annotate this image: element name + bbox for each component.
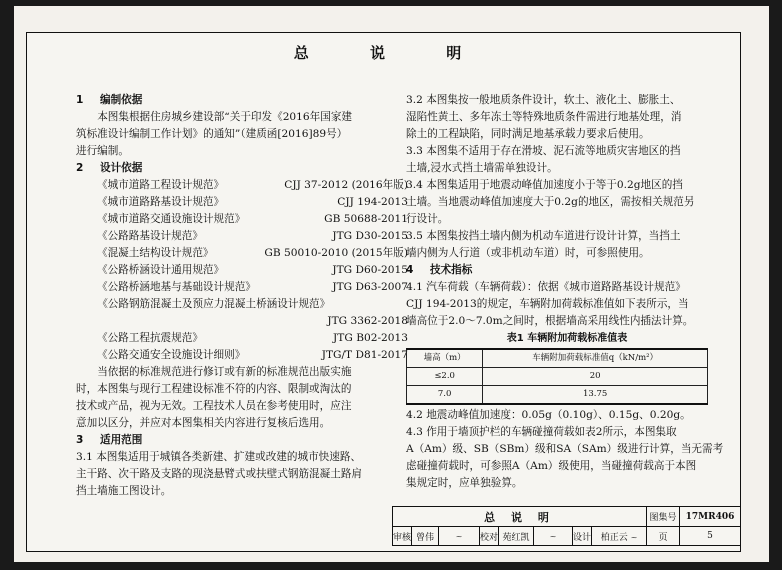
design-label: 设计 bbox=[573, 527, 592, 546]
clause-3-3-line: 3.3 本图集不适用于存在滑坡、泥石流等地质灾害地区的挡 bbox=[406, 145, 681, 157]
section-1-line: 进行编制。 bbox=[76, 145, 129, 157]
reference-item bbox=[76, 262, 408, 279]
reference-item bbox=[76, 347, 408, 364]
clause-4-3-line: A（Am）级、SB（SBm）级和SA（SAm）级进行计算，当无需考 bbox=[406, 443, 724, 455]
page-title: 总 说 明 bbox=[293, 44, 490, 62]
page-number: 5 bbox=[680, 527, 741, 546]
reference-name: 《城市道路路基设计规范》 bbox=[97, 196, 225, 208]
clause-4-3-line: 集规定时，应单独验算。 bbox=[406, 477, 523, 489]
section-1-line: 本图集根据住房城乡建设部“关于印发《2016年国家建 bbox=[97, 111, 353, 123]
title-block-name: 总 说 明 bbox=[393, 507, 647, 527]
table-cell: 13.75 bbox=[483, 386, 708, 405]
table-header: 车辆附加荷载标准值q（kN/m²） bbox=[483, 349, 708, 368]
left-column bbox=[76, 92, 408, 500]
reference-code: JTG B02-2013 bbox=[333, 332, 408, 344]
reference-name: 《公路路基设计规范》 bbox=[97, 230, 203, 242]
checker-name: 苑红凯 bbox=[499, 527, 534, 546]
paragraph-line: 时，本图集与现行工程建设标准不符的内容、限制或淘汰的 bbox=[76, 383, 352, 395]
clause-4-1-line: 墙高位于2.0～7.0m之间时，根据墙高采用线性内插法计算。 bbox=[406, 315, 694, 327]
reference-code: JTG D60-2015 bbox=[332, 264, 408, 276]
clause-4-1-line: CJJ 194-2013的规定，车辆附加荷载标准值如下表所示，当 bbox=[406, 298, 689, 310]
reference-name: 《公路桥涵设计通用规范》 bbox=[97, 264, 225, 276]
reference-name: 《城市道路交通设施设计规范》 bbox=[97, 213, 246, 225]
reference-name: 《公路工程抗震规范》 bbox=[97, 332, 203, 344]
reviewer-name: 曾伟 bbox=[412, 527, 439, 546]
paragraph-line: 意加以区分，并应对本图集相关内容进行复核后选用。 bbox=[76, 417, 331, 429]
paragraph-line: 当依据的标准规范进行修订或有新的标准规范出版实施 bbox=[97, 366, 352, 378]
reference-code: CJJ 194-2013 bbox=[337, 196, 408, 208]
page-label: 页 bbox=[647, 527, 680, 546]
clause-3-4-line: 土墙。当地震动峰值加速度大于0.2g的地区，需按相关规范另 bbox=[406, 196, 695, 208]
right-column bbox=[406, 92, 728, 492]
clause-3-4-line: 3.4 本图集适用于地震动峰值加速度小于等于0.2g地区的挡 bbox=[406, 179, 683, 191]
reference-code: CJJ 37-2012 (2016年版) bbox=[284, 179, 408, 191]
title-block bbox=[392, 506, 741, 546]
reference-item bbox=[76, 330, 408, 347]
reference-name: 《公路桥涵地基与基础设计规范》 bbox=[97, 281, 256, 293]
clause-4-1-line: 4.1 汽车荷载（车辆荷载）：依据《城市道路路基设计规范》 bbox=[406, 281, 686, 293]
table-row bbox=[407, 368, 708, 386]
load-table bbox=[406, 348, 708, 405]
clause-3-2-line: 除土的工程缺陷，同时满足地基承载力要求后使用。 bbox=[406, 128, 650, 140]
clause-4-2: 4.2 地震动峰值加速度：0.05g（0.10g）、0.15g、0.20g。 bbox=[406, 409, 691, 421]
reference-name: 《公路交通安全设施设计细则》 bbox=[97, 349, 246, 361]
section-1-line: 筑标准设计编制工作计划》的通知”（建质函[2016]89号） bbox=[76, 128, 348, 140]
designer-name-and-signature: 柏正云 ~ bbox=[592, 527, 647, 546]
table-cell: 7.0 bbox=[407, 386, 483, 405]
reference-code: JTG 3362-2018 bbox=[327, 315, 408, 327]
reference-name: 《公路钢筋混凝土及预应力混凝土桥涵设计规范》 bbox=[97, 298, 331, 310]
clause-4-3-line: 4.3 作用于墙顶护栏的车辆碰撞荷载如表2所示，本图集取 bbox=[406, 426, 677, 438]
section-2-heading: 2 设计依据 bbox=[76, 162, 143, 174]
review-label: 审核 bbox=[393, 527, 412, 546]
clause-3-2-line: 3.2 本图集按一般地质条件设计，软土、液化土、膨胀土、 bbox=[406, 94, 681, 106]
section-3-heading: 3 适用范围 bbox=[76, 434, 143, 446]
atlas-number: 17MR406 bbox=[680, 507, 741, 527]
section-4-heading: 4 技术指标 bbox=[406, 264, 473, 276]
clause-3-5-line: 墙内侧为人行道（或非机动车道）时，可参照使用。 bbox=[406, 247, 650, 259]
section-3-line: 主干路、次干路及支路的现浇悬臂式或扶壁式钢筋混凝土路肩 bbox=[76, 468, 363, 480]
clause-3-2-line: 湿陷性黄土、多年冻土等特殊地质条件需进行地基处理，消 bbox=[406, 111, 682, 123]
checker-signature: ~ bbox=[534, 527, 573, 546]
reference-name: 《城市道路工程设计规范》 bbox=[97, 179, 225, 191]
clause-3-5-line: 3.5 本图集按挡土墙内侧为机动车道进行设计计算，当挡土 bbox=[406, 230, 681, 242]
reference-item bbox=[76, 245, 408, 262]
atlas-label: 图集号 bbox=[647, 507, 680, 527]
reference-list bbox=[76, 330, 408, 364]
reviewer-signature: ~ bbox=[439, 527, 480, 546]
table-cell: ≤2.0 bbox=[407, 368, 483, 386]
reference-name: 《混凝土结构设计规范》 bbox=[97, 247, 214, 259]
check-label: 校对 bbox=[480, 527, 499, 546]
reference-list bbox=[76, 177, 408, 296]
reference-item bbox=[76, 279, 408, 296]
reference-code: JTG D63-2007 bbox=[332, 281, 408, 293]
reference-code: JTG D30-2015 bbox=[332, 230, 408, 242]
table-caption: 表1 车辆附加荷载标准值表 bbox=[506, 333, 628, 344]
section-3-line: 挡土墙施工图设计。 bbox=[76, 485, 172, 497]
paragraph-line: 技术或产品，视为无效。工程技术人员在参考使用时，应注 bbox=[76, 400, 352, 412]
reference-code: JTG/T D81-2017 bbox=[321, 349, 408, 361]
clause-3-4-line: 行设计。 bbox=[406, 213, 449, 225]
section-1-heading: 1 编制依据 bbox=[76, 94, 143, 106]
table-header-row bbox=[407, 349, 708, 368]
reference-code: GB 50688-2011 bbox=[324, 213, 408, 225]
table-cell: 20 bbox=[483, 368, 708, 386]
section-3-line: 3.1 本图集适用于城镇各类新建、扩建或改建的城市快速路、 bbox=[76, 451, 362, 463]
clause-3-3-line: 土墙,浸水式挡土墙需单独设计。 bbox=[406, 162, 558, 174]
table-row bbox=[407, 386, 708, 405]
drawing-sheet bbox=[14, 6, 769, 562]
reference-code: GB 50010-2010 (2015年版) bbox=[264, 247, 408, 259]
reference-item bbox=[76, 228, 408, 245]
reference-item bbox=[76, 211, 408, 228]
reference-item bbox=[76, 177, 408, 194]
clause-4-3-line: 虑碰撞荷载时，可参照A（Am）级使用，当碰撞荷载高于本图 bbox=[406, 460, 697, 472]
reference-item bbox=[76, 194, 408, 211]
table-header: 墙高（m） bbox=[407, 349, 483, 368]
